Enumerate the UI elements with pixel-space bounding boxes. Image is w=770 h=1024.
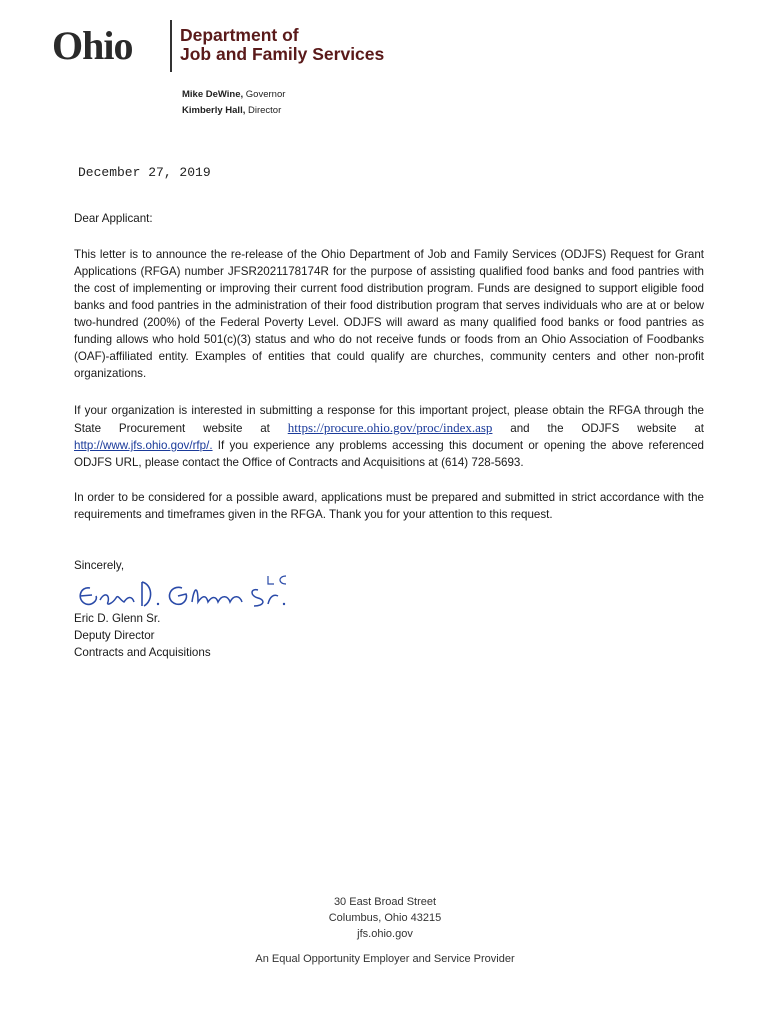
signer-name: Eric D. Glenn Sr.: [74, 612, 161, 625]
footer-eeo-statement: An Equal Opportunity Employer and Service Provider: [255, 953, 515, 965]
footer-address: [0, 894, 770, 942]
director-name: Kimberly Hall,: [182, 105, 246, 116]
paragraph-instructions: [74, 402, 704, 471]
closing: Sincerely,: [74, 559, 125, 572]
governor-title: Governor: [245, 89, 286, 100]
signer-title: Deputy Director: [74, 629, 155, 642]
officials-block: [182, 87, 285, 119]
paragraph-requirements: In order to be considered for a possible award, applications must be prepared and submitted in strict accordance with the requirements and timeframes given in the RFGA. Thank you for your attention to this request.: [74, 491, 704, 521]
governor-line: [182, 87, 285, 103]
logo-divider: [170, 20, 172, 72]
director-line: [182, 103, 285, 119]
paragraph-instructions-part3: If you experience any problems accessing this document or opening the above referenced ODJFS URL, please contact the Office of Contracts and Acquisitions at (614) 728-5693.: [74, 439, 704, 469]
salutation: Dear Applicant:: [74, 212, 153, 225]
department-name: [180, 26, 384, 64]
odjfs-rfp-link[interactable]: http://www.jfs.ohio.gov/rfp/.: [74, 439, 213, 452]
department-line-1: Department of: [180, 25, 299, 45]
letterhead: [52, 18, 472, 74]
paragraph-announcement: This letter is to announce the re-release of the Ohio Department of Job and Family Services (ODJFS) Request for Grant Applications (RFGA) number JFSR2021178174R for the purpose of assisting qualified food banks and food pantries with the cost of implementing or improving their current food distribution program. Funds are designed to support eligible food banks and food pantries in the administration of their food distribution program that serves individuals who are at or below two-hundred (200%) of the Federal Poverty Level. ODJFS will award as many qualified food banks or food pantries as funding allows who hold 501(c)(3) status and who do not receive funds or foods from an Ohio Association of Foodbanks (OAF)-affiliated entity. Examples of entities that could qualify are churches, community centers and other non-profit organizations.: [74, 248, 704, 380]
department-line-2: Job and Family Services: [180, 44, 385, 64]
letter-date: December 27, 2019: [78, 165, 211, 180]
signer-office: Contracts and Acquisitions: [74, 646, 211, 659]
procurement-link[interactable]: https://procure.ohio.gov/proc/index.asp: [287, 420, 493, 435]
footer-street: 30 East Broad Street: [333, 896, 437, 908]
governor-name: Mike DeWine,: [182, 89, 244, 100]
director-title: Director: [248, 105, 282, 116]
footer-website: jfs.ohio.gov: [357, 928, 413, 940]
ohio-logo: Ohio: [52, 23, 133, 68]
paragraph-instructions-part1: If your organization is interested in submitting a response for this important project, please obtain the RFGA through the State Procurement website at: [74, 404, 704, 435]
footer-city: Columbus, Ohio 43215: [328, 912, 442, 924]
paragraph-instructions-part2: and the ODJFS website at: [510, 422, 704, 435]
signer-block: [74, 610, 211, 661]
